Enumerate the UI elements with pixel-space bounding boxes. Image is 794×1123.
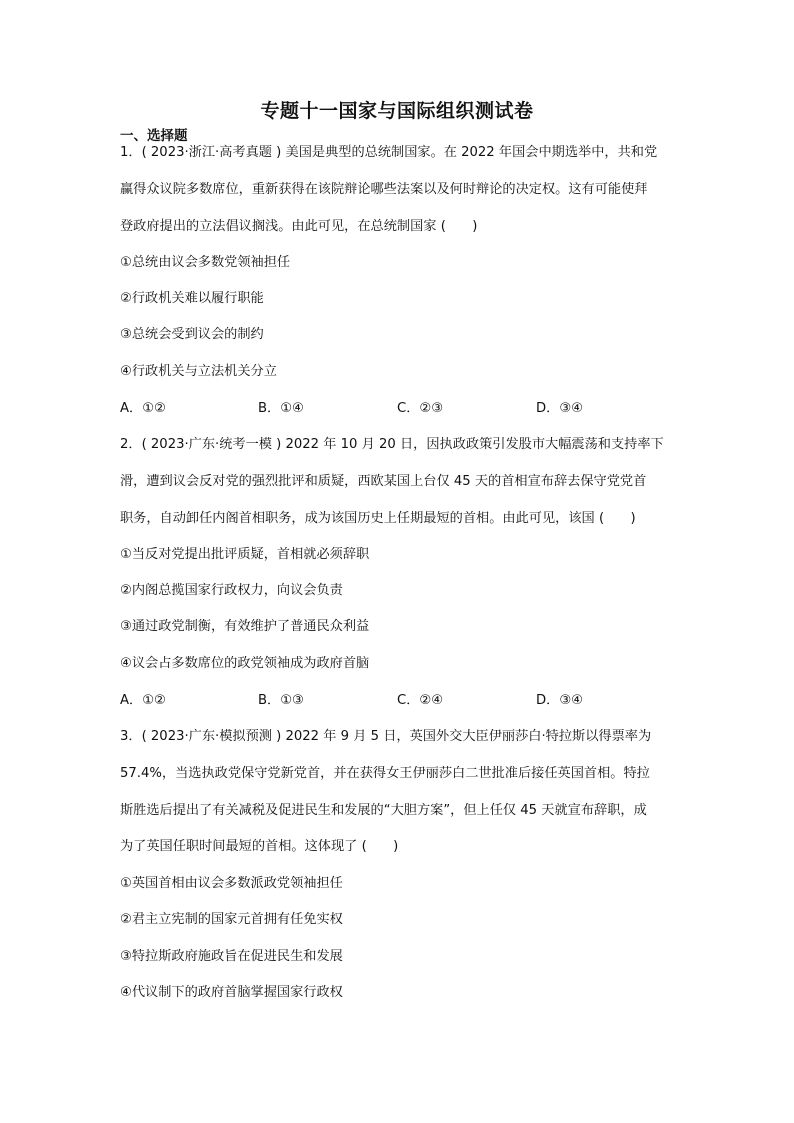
question-1-line-2: 赢得众议院多数席位，重新获得在该院辩论哪些法案以及何时辩论的决定权。这有可能使拜 <box>120 182 648 197</box>
question-3-statement-3: ③特拉斯政府施政旨在促进民生和发展 <box>120 949 343 964</box>
question-3-statement-2: ②君主立宪制的国家元首拥有任免实权 <box>120 912 343 927</box>
question-3-line-3: 斯胜选后提出了有关减税及促进民生和发展的“大胆方案”，但上任仅 45 天就宣布辞职，成 <box>120 803 647 818</box>
question-2-line-3: 职务，自动卸任内阁首相职务，成为该国历史上任期最短的首相。由此可见，该国 ( ) <box>120 511 636 526</box>
question-2-choice-d: D．③④ <box>536 693 583 708</box>
question-1-choice-a: A．①② <box>120 401 166 416</box>
question-3-line-1: 3．( 2023·广东·模拟预测 ) 2022 年 9 月 5 日，英国外交大臣伊丽莎白·特拉斯以得票率为 <box>120 729 652 744</box>
question-1-statement-2: ②行政机关难以履行职能 <box>120 291 264 306</box>
question-3-statement-1: ①英国首相由议会多数派政党领袖担任 <box>120 876 343 891</box>
question-1-statement-3: ③总统会受到议会的制约 <box>120 327 264 342</box>
question-3-line-2: 57.4%，当选执政党保守党新党首，并在获得女王伊丽莎白二世批准后接任英国首相。特拉 <box>120 766 650 781</box>
question-2-choice-a: A．①② <box>120 693 166 708</box>
question-1-statement-4: ④行政机关与立法机关分立 <box>120 364 277 379</box>
question-2-line-2: 滑，遭到议会反对党的强烈批评和质疑，西欧某国上台仅 45 天的首相宣布辞去保守党党首 <box>120 474 647 489</box>
question-1-line-3: 登政府提出的立法倡议搁浅。由此可见，在总统制国家 ( ) <box>120 219 478 234</box>
question-2-statement-4: ④议会占多数席位的政党领袖成为政府首脑 <box>120 656 370 671</box>
question-2-choice-b: B．①③ <box>258 693 304 708</box>
question-1-choice-b: B．①④ <box>258 401 304 416</box>
question-2-statement-3: ③通过政党制衡，有效维护了普通民众利益 <box>120 619 370 634</box>
question-3-line-4: 为了英国任职时间最短的首相。这体现了 ( ) <box>120 839 399 854</box>
question-2-statement-2: ②内阁总揽国家行政权力，向议会负责 <box>120 583 343 598</box>
question-2-line-1: 2．( 2023·广东·统考一模 ) 2022 年 10 月 20 日，因执政政策引发股市大幅震荡和支持率下 <box>120 437 664 452</box>
question-1-choice-c: C．②③ <box>397 401 444 416</box>
question-1-line-1: 1．( 2023·浙江·高考真题 ) 美国是典型的总统制国家。在 2022 年国会中期选举中，共和党 <box>120 145 658 160</box>
question-3-statement-4: ④代议制下的政府首脑掌握国家行政权 <box>120 985 343 1000</box>
question-1-statement-1: ①总统由议会多数党领袖担任 <box>120 255 291 270</box>
page-title: 专题十一国家与国际组织测试卷 <box>260 100 534 122</box>
question-2-choice-c: C．②④ <box>397 693 444 708</box>
question-2-statement-1: ①当反对党提出批评质疑，首相就必须辞职 <box>120 547 370 562</box>
question-1-choice-d: D．③④ <box>536 401 583 416</box>
section-heading: 一、选择题 <box>120 128 188 144</box>
